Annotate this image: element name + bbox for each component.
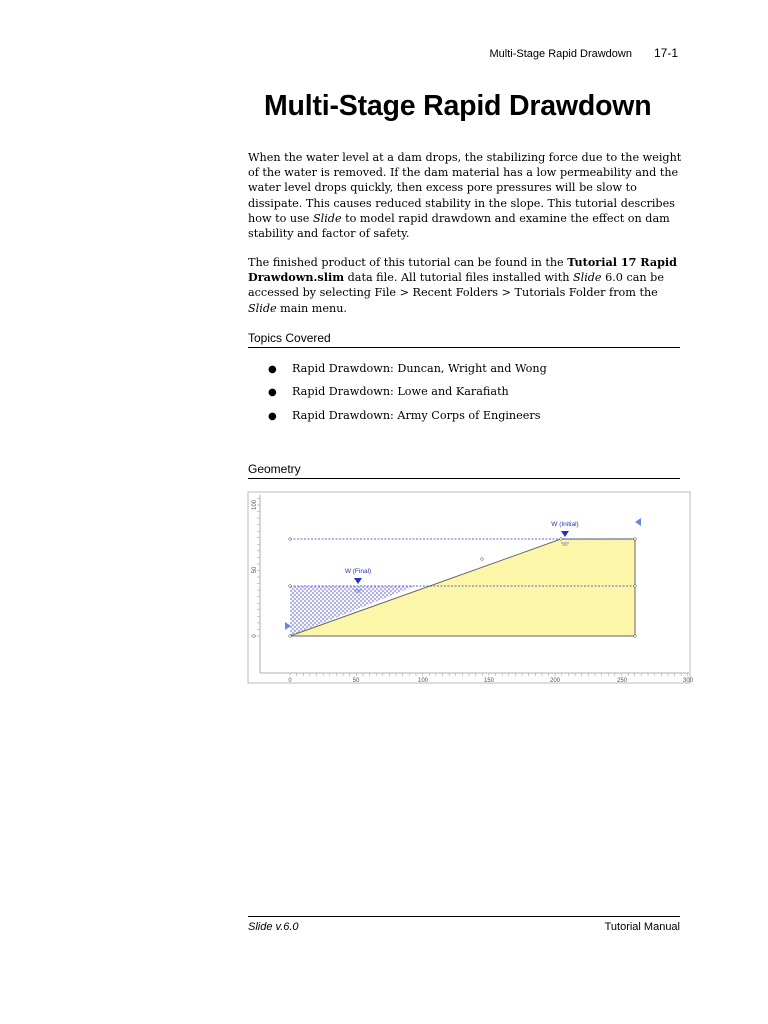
y-tick-label: 0	[252, 634, 258, 638]
list-item	[268, 385, 547, 408]
vertex	[289, 538, 292, 541]
intro-paragraph-2	[248, 255, 688, 316]
x-tick-label: 50	[352, 678, 360, 684]
intro-text: The finished product of this tutorial can be found in the	[248, 256, 568, 269]
intro-text: data file. All tutorial files installed with	[344, 271, 573, 285]
vertex	[634, 635, 637, 638]
x-tick-label: 150	[483, 678, 495, 684]
y-tick-label: 50	[252, 566, 258, 574]
x-tick-label: 250	[616, 678, 628, 684]
footer-manual-name: Tutorial Manual	[604, 921, 680, 933]
y-tick-label: 100	[252, 499, 258, 511]
intro-text: When the water level at a dam drops, the stabilizing force due to the weight of the water is removed. If the dam material has a low permeability and the water level drops quickly, then excess pore pressures will be slow to dissipate. This causes reduced stability in the slope. This tutorial describes how to use	[248, 151, 682, 225]
slide-name: Slide	[572, 271, 602, 285]
footer-edition: Slide v.6.0	[248, 921, 299, 933]
vertex	[560, 538, 563, 541]
x-tick-label: 300	[682, 678, 694, 684]
geometry-figure	[247, 491, 694, 685]
page-title: Multi-Stage Rapid Drawdown	[264, 90, 652, 122]
running-title: Multi-Stage Rapid Drawdown	[489, 48, 632, 60]
x-tick-label: 100	[417, 678, 429, 684]
bullet: ●	[268, 410, 277, 422]
bullet: ●	[268, 364, 277, 375]
x-tick-label: 0	[288, 678, 292, 684]
bullet: ●	[268, 387, 277, 399]
intro-text: to model rapid drawdown and examine the effect on dam stability and factor of safety.	[248, 211, 670, 241]
page-footer	[248, 916, 680, 933]
topics-heading: Topics Covered	[248, 331, 680, 348]
topics-list	[268, 362, 547, 432]
intro-text: main menu.	[276, 301, 347, 315]
topic-text: Rapid Drawdown: Duncan, Wright and Wong	[292, 362, 547, 375]
vertex	[481, 558, 484, 561]
slide-name: Slide	[312, 211, 342, 225]
running-header	[490, 46, 678, 60]
final-water-label: W (Final)	[344, 568, 372, 575]
vertex	[634, 538, 637, 541]
vertex	[289, 635, 292, 638]
slide-name: Slide	[248, 301, 277, 315]
topic-text: Rapid Drawdown: Army Corps of Engineers	[292, 408, 541, 422]
tutorial-file-name: Tutorial 17 Rapid Drawdown.slim	[248, 255, 677, 285]
vertex	[289, 585, 292, 588]
page-number: 17-1	[653, 46, 678, 60]
x-axis-minor-ticks	[290, 673, 688, 676]
topic-text: Rapid Drawdown: Lowe and Karafiath	[292, 385, 509, 399]
list-item	[268, 362, 547, 385]
intro-text: 6.0 can be accessed by selecting File > Recent Folders > Tutorials Folder from the	[248, 271, 664, 300]
geometry-canvas	[247, 491, 694, 685]
geometry-heading: Geometry	[248, 462, 680, 479]
vertex	[634, 585, 637, 588]
initial-water-label: W (Initial)	[551, 521, 579, 528]
list-item	[268, 409, 547, 432]
intro-paragraph-1	[248, 150, 688, 241]
x-tick-label: 200	[549, 678, 561, 684]
